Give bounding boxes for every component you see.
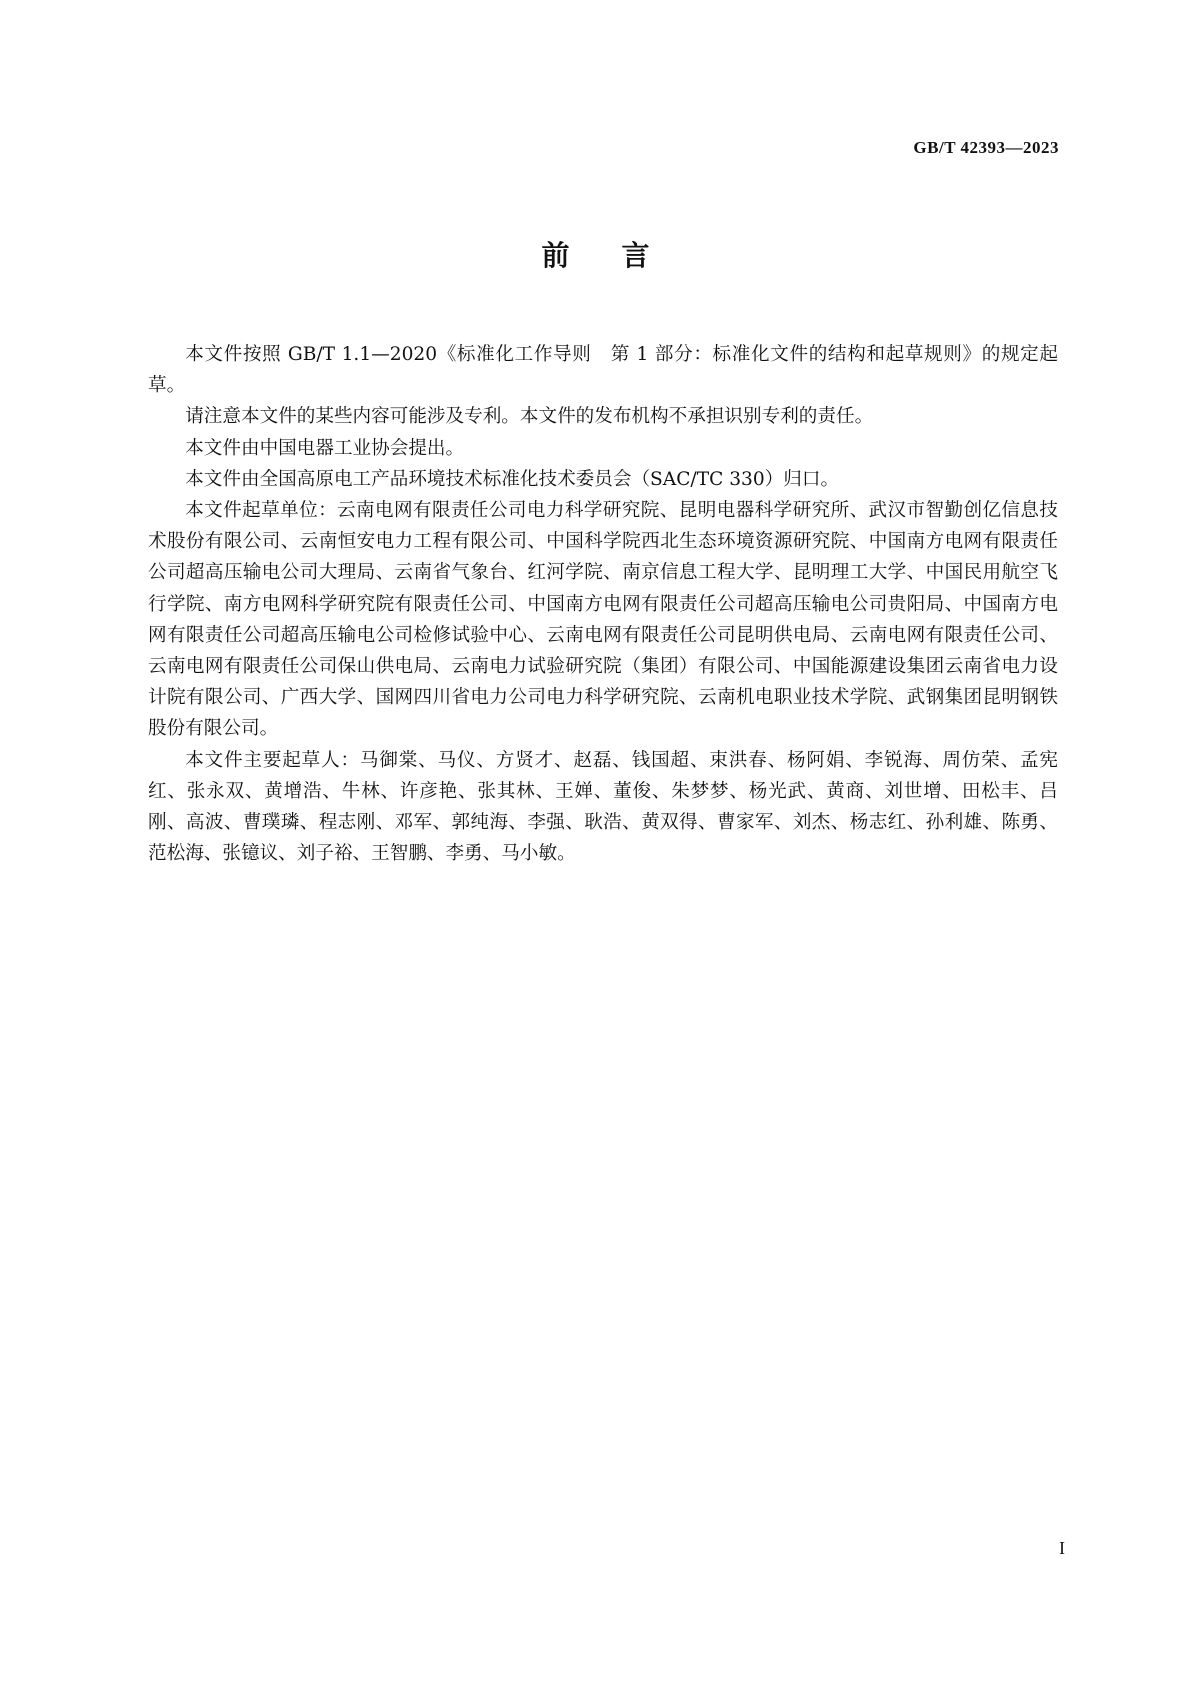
- page-title: 前言: [541, 239, 702, 272]
- paragraph-proposer: 本文件由中国电器工业协会提出。: [185, 437, 465, 459]
- page-number: I: [1059, 1538, 1065, 1558]
- document-number: GB/T 42393—2023: [913, 138, 1059, 157]
- paragraph-drafters: 本文件主要起草人：马御棠、马仪、方贤才、赵磊、钱国超、束洪春、杨阿娟、李锐海、周仿荣、孟宪红、张永双、黄增浩、牛林、许彦艳、张其林、王婵、董俊、朱梦梦、杨光武、黄商、刘世增、田松丰、吕刚、高波、曹璞璘、程志刚、邓军、郭纯海、李强、耿浩、黄双得、曹家军、刘杰、杨志红、孙利雄、陈勇、范松海、张镱议、刘子裕、王智鹏、李勇、马小敏。: [148, 749, 1058, 865]
- paragraph-drafting-rules: 本文件按照 GB/T 1.1—2020《标准化工作导则 第 1 部分：标准化文件的结构和起草规则》的规定起草。: [148, 344, 1058, 397]
- paragraph-committee: 本文件由全国高原电工产品环境技术标准化技术委员会（SAC/TC 330）归口。: [185, 468, 840, 490]
- paragraph-patent-notice: 请注意本文件的某些内容可能涉及专利。本文件的发布机构不承担识别专利的责任。: [185, 406, 874, 428]
- paragraph-drafting-units: 本文件起草单位：云南电网有限责任公司电力科学研究院、昆明电器科学研究所、武汉市智勤创亿信息技术股份有限公司、云南恒安电力工程有限公司、中国科学院西北生态环境资源研究院、中国南方电网有限责任公司超高压输电公司大理局、云南省气象台、红河学院、南京信息工程大学、昆明理工大学、中国民用航空飞行学院、南方电网科学研究院有限责任公司、中国南方电网有限责任公司超高压输电公司贵阳局、中国南方电网有限责任公司超高压输电公司检修试验中心、云南电网有限责任公司昆明供电局、云南电网有限责任公司、云南电网有限责任公司保山供电局、云南电力试验研究院（集团）有限公司、中国能源建设集团云南省电力设计院有限公司、广西大学、国网四川省电力公司电力科学研究院、云南机电职业技术学院、武钢集团昆明钢铁股份有限公司。: [148, 500, 1058, 740]
- document-body: [148, 339, 1058, 869]
